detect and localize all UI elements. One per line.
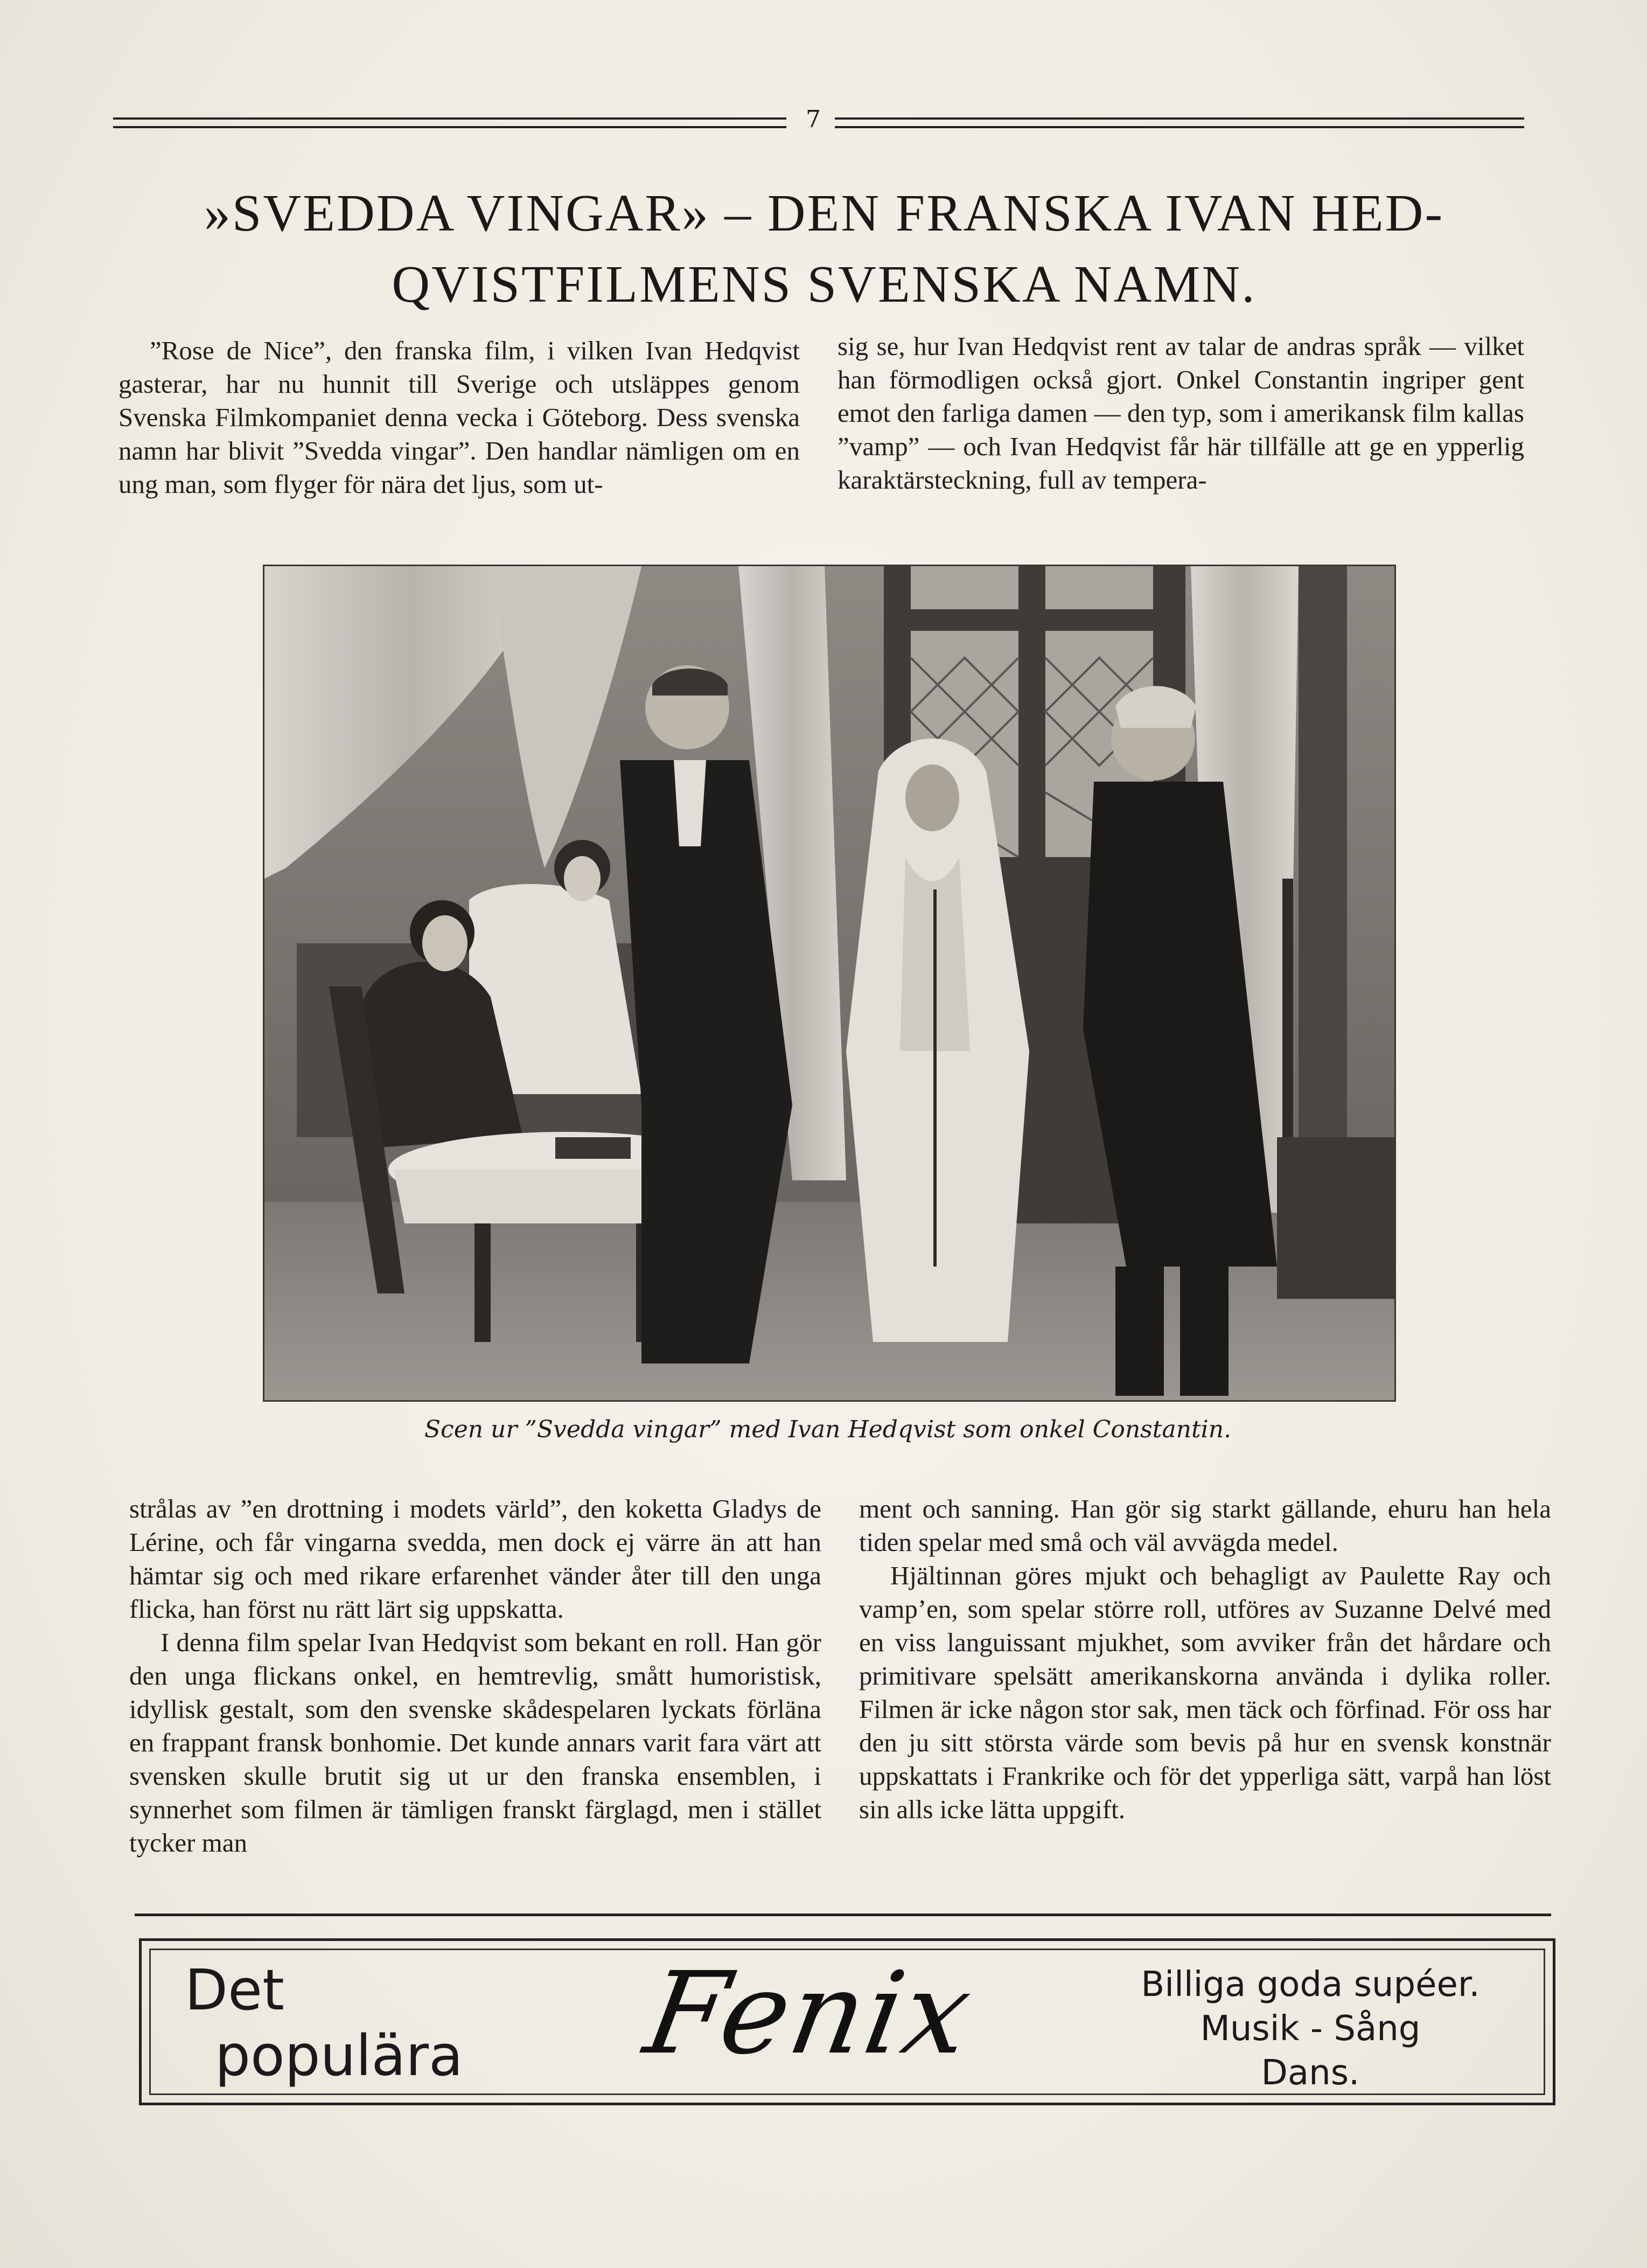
article-headline <box>108 178 1540 320</box>
advertisement-fenix <box>139 1938 1555 2105</box>
ad-tagline <box>185 1957 669 2089</box>
film-scene-illustration <box>264 566 1394 1400</box>
paragraph: ”Rose de Nice”, den franska film, i vilken Ivan Hedqvist gasterar, har nu hunnit till Sverige och utsläppes genom Svenska Filmkompaniet denna vecka i Göteborg. Dess svenska namn har blivit ”Svedda vingar”. Den handlar nämligen om en ung man, som flyger för nära det ljus, som ut- <box>118 336 800 499</box>
page-header <box>113 106 1524 138</box>
paragraph: I denna film spelar Ivan Hedqvist som bekant en roll. Han gör den unga flickans onkel, en hemtrevlig, smått humoristisk, idyllisk gestalt, som den svenske skådespelaren lyckats förläna en frappant fransk bonhomie. Det kunde annars varit fara värt att svensken skulle brutit sig ut ur den franska ensemblen, i synnerhet som filmen är tämligen franskt färglagd, men i stället tycker man <box>129 1627 821 1857</box>
headline-line-2: QVISTFILMENS SVENSKA NAMN. <box>392 255 1257 314</box>
ad-tagline-line-2: populära <box>215 2023 463 2089</box>
ad-offer-line-3: Dans. <box>1261 2053 1360 2093</box>
article-column-top-left <box>118 334 800 501</box>
paragraph: Hjältinnan göres mjukt och behagligt av Paulette Ray och vamp’en, som spelar större roll, utföres av Suzanne Delvé med en viss languissant mjukhet, som avviker från det hårdare och primitivare spelsätt amerikanskorna använda i dylika roller. Filmen är icke någon stor sak, men täck och förfinad. För oss har den ju sitt största värde som bevis på hur en svensk konstnär uppskattats i Frankrike och för det ypperliga sätt, varpå han löst sin alls icke lätta uppgift. <box>859 1561 1551 1824</box>
ad-tagline-line-1: Det <box>185 1957 284 2023</box>
header-rule-right <box>835 117 1524 128</box>
article-column-bottom-left <box>129 1492 821 1860</box>
headline-line-1: »SVEDDA VINGAR» – DEN FRANSKA IVAN HED- <box>204 184 1444 242</box>
bottom-divider <box>135 1914 1551 1916</box>
ad-brand-name: Fenix <box>636 1947 983 2079</box>
photo-caption: Scen ur ”Svedda vingar” med Ivan Hedqvist som onkel Constantin. <box>424 1416 1232 1443</box>
film-still-photo <box>263 565 1396 1402</box>
paragraph: ment och sanning. Han gör sig starkt gällande, ehuru han hela tiden spelar med små och väl avvägda medel. <box>859 1494 1551 1557</box>
page-number: 7 <box>806 106 821 133</box>
article-column-top-right <box>838 330 1524 497</box>
paragraph: sig se, hur Ivan Hedqvist rent av talar de andras språk — vilket han förmodligen också gjort. Onkel Constantin ingriper gent emot den farliga damen — den typ, som i amerikansk film kallas ”vamp” — och Ivan Hedqvist får här tillfälle att ge en ypperlig karaktärsteckning, full av tempera- <box>838 331 1524 495</box>
paragraph: strålas av ”en drottning i modets värld”, den koketta Gladys de Lérine, och får vingarna svedda, men dock ej värre än att han hämtar sig och med rikare erfarenhet vänder åter till den unga flicka, han först nu rätt lärt sig uppskatta. <box>129 1494 821 1624</box>
ad-offer-line-1: Billiga goda supéer. <box>1141 1965 1480 2005</box>
header-rule-left <box>113 117 786 128</box>
ad-offer <box>1068 1963 1553 2095</box>
article-column-bottom-right <box>859 1492 1551 1826</box>
ad-offer-line-2: Musik - Sång <box>1200 2009 1421 2049</box>
